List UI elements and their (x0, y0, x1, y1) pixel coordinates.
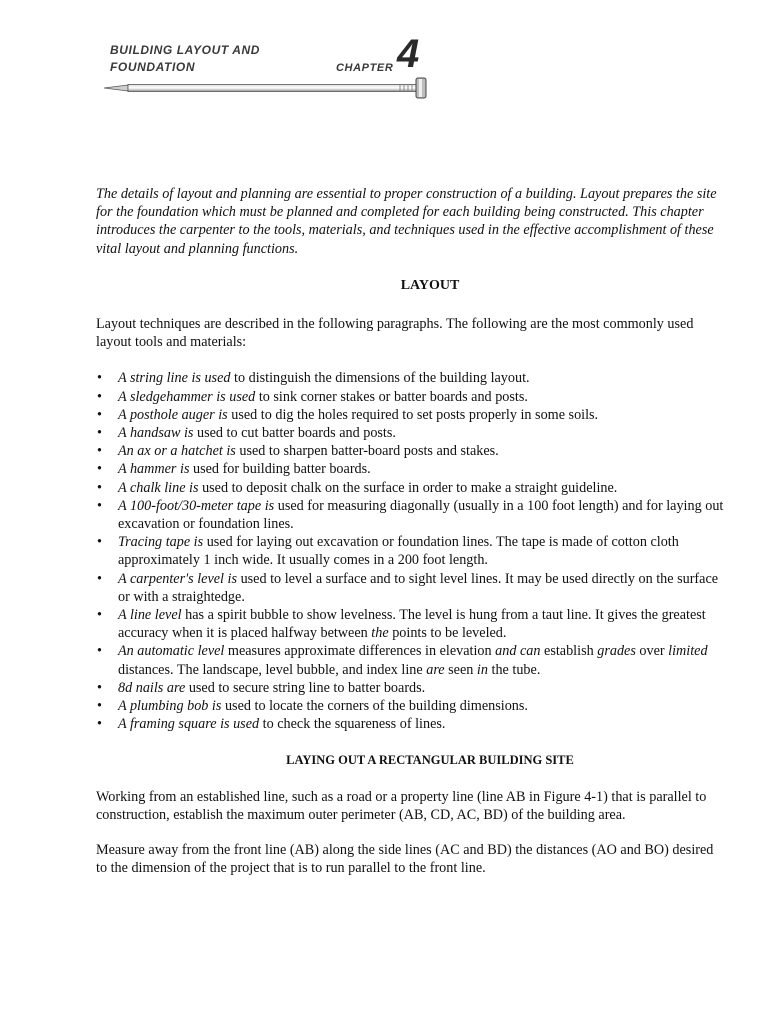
text-run: points to be leveled. (388, 625, 507, 642)
text-line (118, 642, 768, 660)
text-run: or with a straightedge. (118, 588, 245, 605)
text-run: the tube. (487, 661, 541, 678)
text-run: excavation or foundation lines. (118, 516, 294, 533)
text-line (118, 388, 768, 406)
tool-list-item (96, 442, 768, 460)
text-line: vital layout and planning functions. (96, 240, 299, 257)
italic-run: A framing square is used (118, 716, 260, 733)
tool-list-item (96, 497, 768, 533)
text-run: used to locate the corners of the building dimensions. (221, 698, 528, 715)
text-line (118, 515, 768, 533)
text-line: to the dimension of the project that is to run parallel to the front line. (96, 860, 486, 877)
italic-run: A handsaw is (118, 425, 194, 442)
italic-run: limited (668, 643, 708, 660)
text-run: used for laying out excavation or foundation lines. The tape is made of cotton cloth (203, 534, 679, 551)
text-line (118, 369, 768, 387)
text-line: Working from an established line, such as a road or a property line (line AB in Figure 4-1) that is parallel to (96, 788, 707, 805)
text-line (118, 424, 768, 442)
italic-run: 8d nails are (118, 679, 186, 696)
text-line: introduces the carpenter to the tools, materials, and techniques used in the effective accomplishment of these (96, 222, 714, 239)
tool-list-item (96, 570, 768, 606)
chapter-header (100, 30, 460, 110)
italic-run: A 100-foot/30-meter tape is (118, 497, 275, 514)
tool-list-item (96, 697, 768, 715)
tool-list-item (96, 388, 768, 406)
text-line (118, 406, 768, 424)
italic-run: Tracing tape is (118, 534, 204, 551)
text-run: used to level a surface and to sight level lines. It may be used directly on the surface (237, 570, 719, 587)
section-heading-site: LAYING OUT A RECTANGULAR BUILDING SITE (286, 753, 574, 768)
text-line (118, 442, 768, 460)
text-line: The details of layout and planning are essential to proper construction of a building. Layout prepares the site (96, 186, 717, 202)
tool-list-item (96, 715, 768, 733)
italic-run: are (426, 661, 445, 678)
layout-paragraph (96, 315, 768, 351)
text-line: Measure away from the front line (AB) along the side lines (AC and BD) the distances (AO and BO) desired (96, 842, 714, 859)
italic-run: An automatic level (118, 643, 225, 660)
text-run: to distinguish the dimensions of the building layout. (230, 370, 530, 387)
site-paragraph-1 (96, 788, 768, 824)
text-line: construction, establish the maximum outer perimeter (AB, CD, AC, BD) of the building area. (96, 806, 626, 823)
text-run: used to sharpen batter-board posts and stakes. (235, 443, 499, 460)
text-line: for the foundation which must be planned and completed for each building being constructed. This chapter (96, 204, 704, 221)
text-run: establish (540, 643, 598, 660)
text-run: to check the squareness of lines. (259, 716, 446, 733)
italic-run: A plumbing bob is (118, 698, 222, 715)
italic-run: grades (597, 643, 636, 660)
text-run: measures approximate differences in elevation (224, 643, 496, 660)
text-line (118, 715, 768, 733)
tool-list-item (96, 679, 768, 697)
tool-list-item (96, 606, 768, 642)
nail-icon (100, 76, 445, 102)
chapter-label: CHAPTER (336, 62, 394, 74)
chapter-number: 4 (397, 32, 420, 76)
tool-list-item (96, 642, 768, 678)
site-paragraph-2 (96, 841, 768, 877)
italic-run: the (371, 625, 389, 642)
tool-list-item (96, 533, 768, 569)
text-run: approximately 1 inch wide. It usually comes in a 200 foot length. (118, 552, 488, 569)
italic-run: A chalk line is (118, 479, 199, 496)
italic-run: A carpenter's level is (118, 570, 238, 587)
text-run: used to secure string line to batter boards. (185, 679, 426, 696)
text-line (118, 624, 768, 642)
text-run: used to dig the holes required to set posts properly in some soils. (227, 406, 599, 423)
text-line: layout tools and materials: (96, 334, 247, 351)
text-line (118, 606, 768, 624)
italic-run: A hammer is (118, 461, 190, 478)
text-run: to sink corner stakes or batter boards and posts. (255, 388, 528, 405)
italic-run: A string line is used (118, 370, 231, 387)
italic-run: An ax or a hatchet is (118, 443, 236, 460)
italic-run: A line level (118, 607, 182, 624)
text-run: used for measuring diagonally (usually in a 100 foot length) and for laying out (274, 497, 724, 514)
text-line (118, 551, 768, 569)
tool-list-item (96, 406, 768, 424)
text-line (118, 570, 768, 588)
text-run: over (635, 643, 669, 660)
tool-list-item (96, 424, 768, 442)
text-line (118, 497, 768, 515)
tool-list-item (96, 460, 768, 478)
italic-run: A posthole auger is (118, 406, 228, 423)
text-run: used to cut batter boards and posts. (193, 425, 396, 442)
text-line (118, 533, 768, 551)
italic-run: A sledgehammer is used (118, 388, 256, 405)
text-line (118, 697, 768, 715)
text-run: accuracy when it is placed halfway between (118, 625, 372, 642)
tool-list-item (96, 369, 768, 387)
text-run: seen (444, 661, 477, 678)
italic-run: and can (495, 643, 541, 660)
text-line (118, 479, 768, 497)
italic-run: in (476, 661, 488, 678)
text-line (118, 460, 768, 478)
text-line: Layout techniques are described in the following paragraphs. The following are the most commonly used (96, 316, 694, 333)
text-run: has a spirit bubble to show levelness. The level is hung from a taut line. It gives the greatest (181, 607, 706, 624)
text-line (118, 588, 768, 606)
text-line (118, 679, 768, 697)
tools-list (96, 369, 768, 733)
text-run: distances. The landscape, level bubble, and index line (118, 661, 427, 678)
text-line (118, 661, 768, 679)
tool-list-item (96, 479, 768, 497)
text-run: used to deposit chalk on the surface in order to make a straight guideline. (198, 479, 618, 496)
chapter-title: BUILDING LAYOUT AND FOUNDATION (110, 43, 261, 74)
section-heading-layout: LAYOUT (400, 277, 460, 293)
text-run: used for building batter boards. (189, 461, 371, 478)
document-body (96, 185, 768, 878)
intro-paragraph (96, 185, 768, 258)
